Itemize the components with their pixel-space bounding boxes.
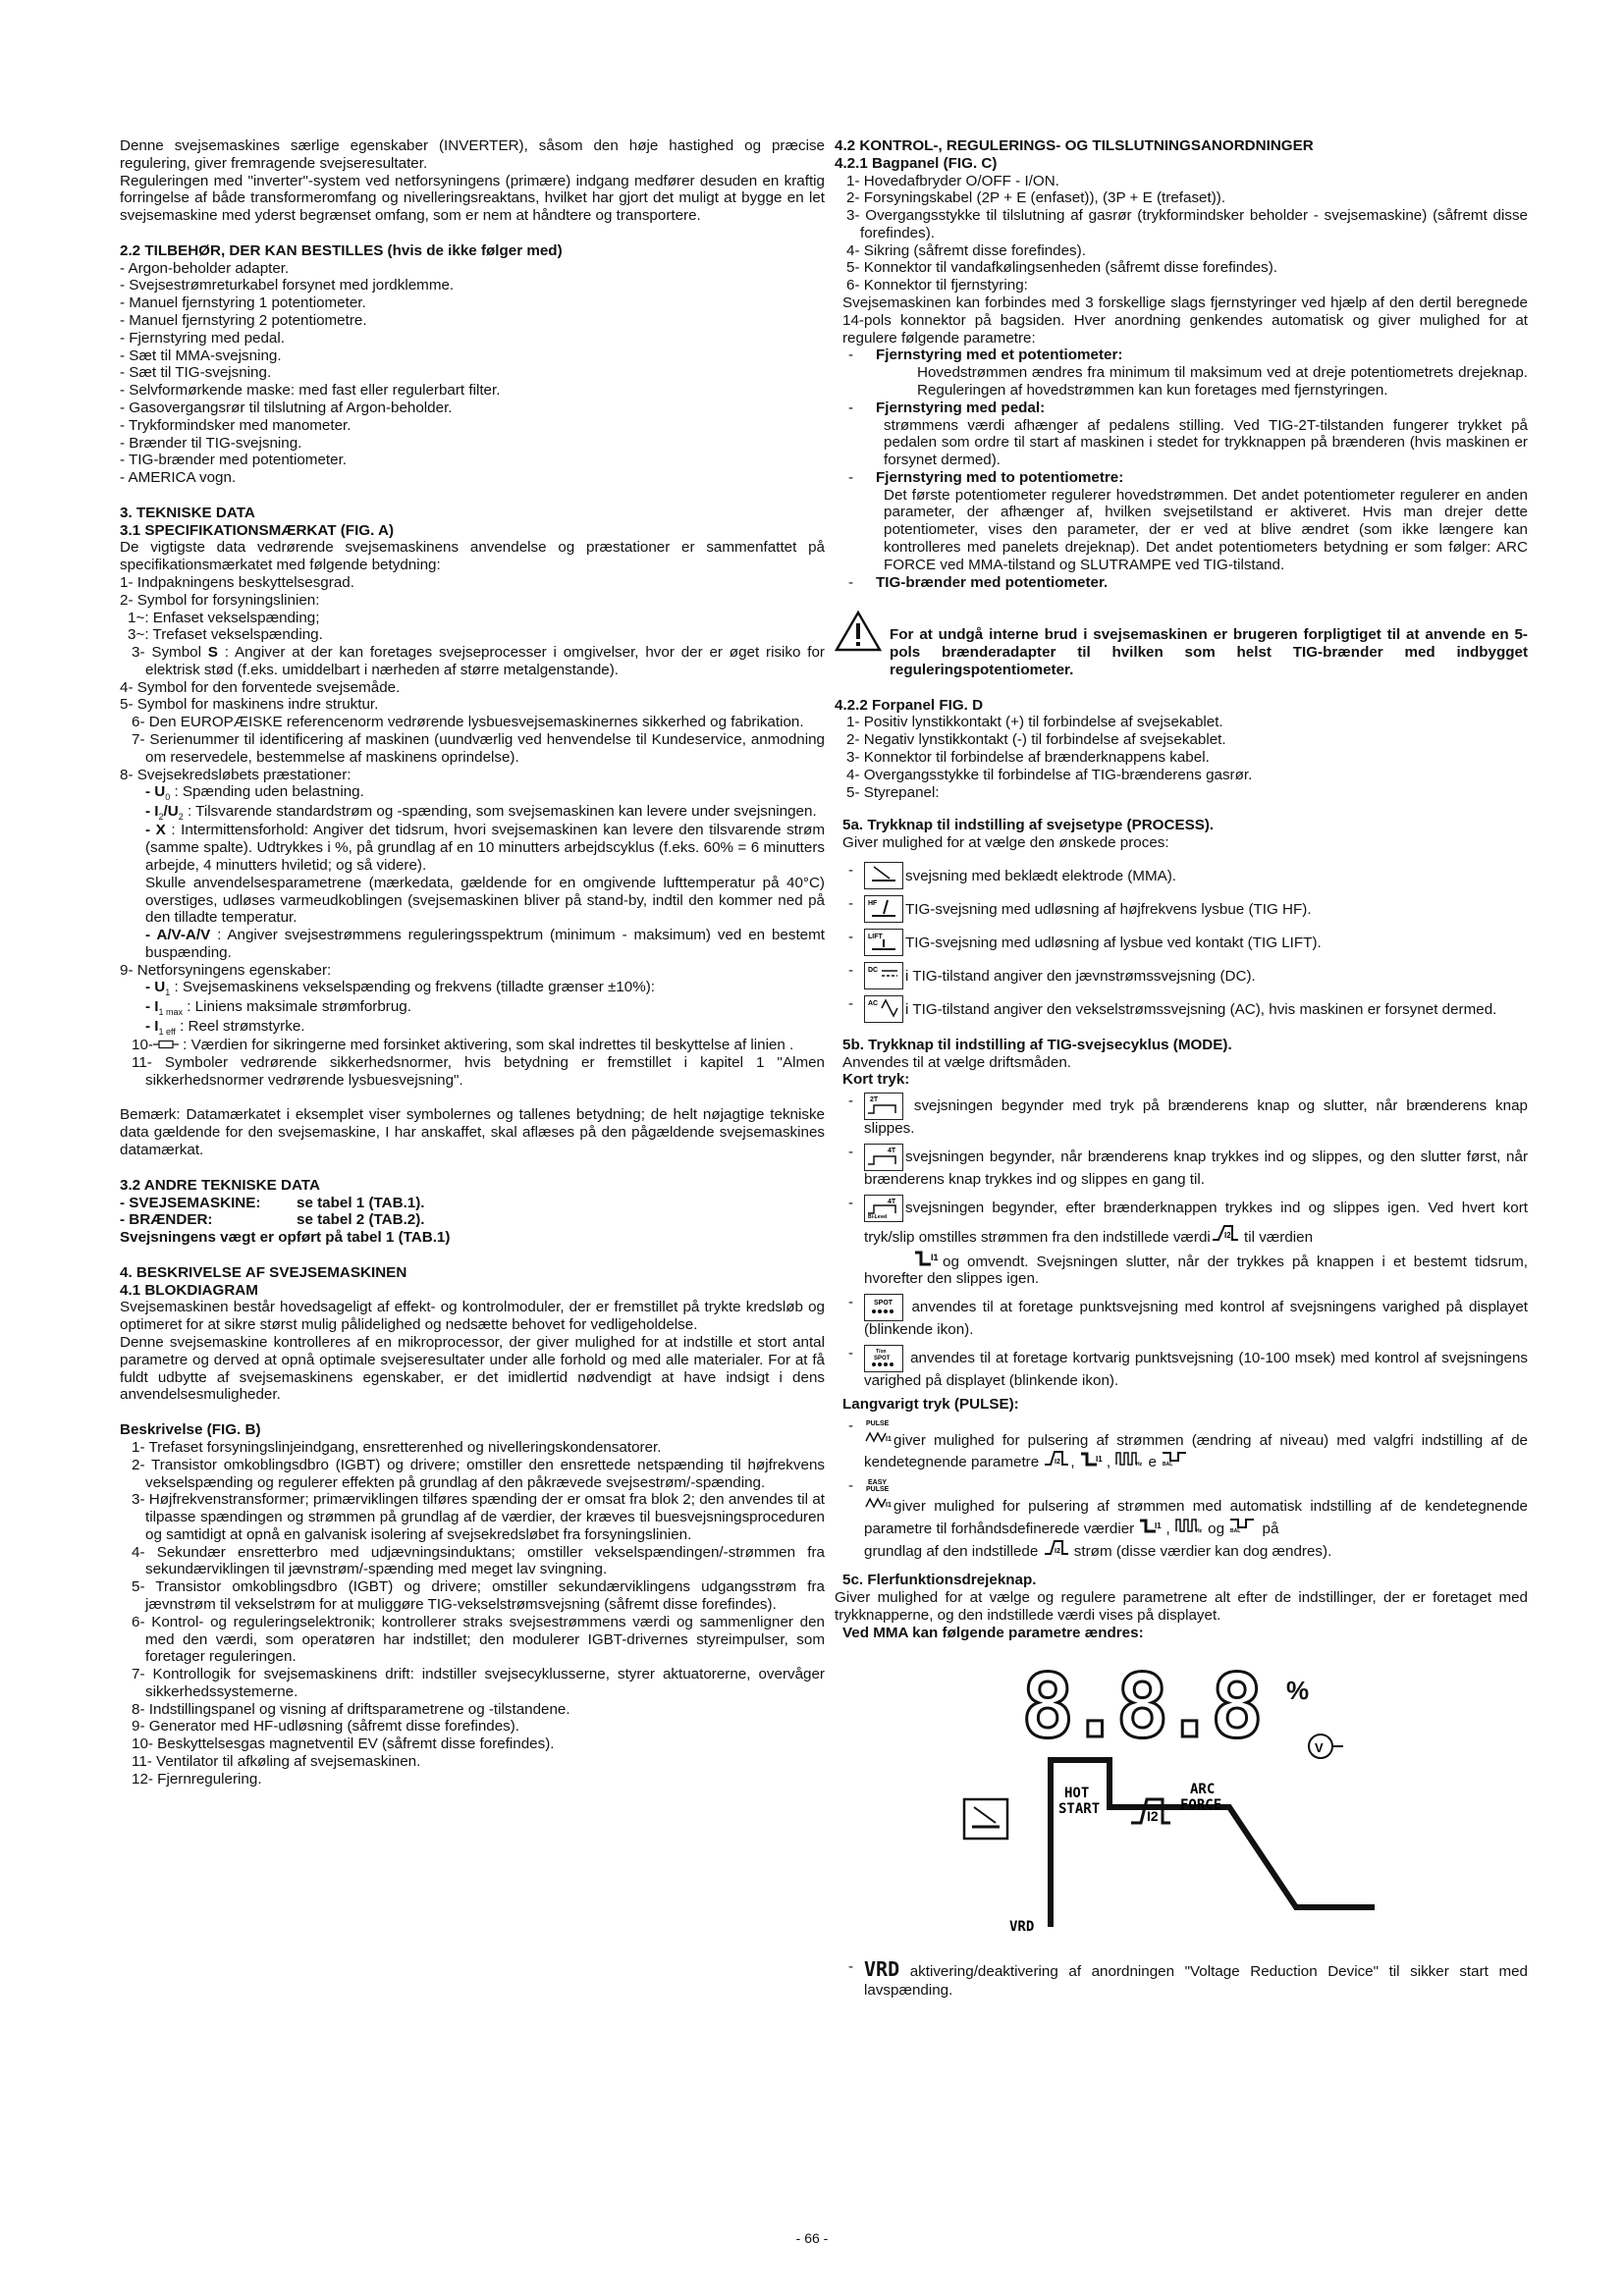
text: til værdien — [1239, 1228, 1314, 1246]
display-panel-svg — [962, 1650, 1375, 1945]
list-item: 3- Højfrekvenstransformer; primærviklingen tilføres spænding der er omsat fra blok 2; den anvendes til at tilpasse spændingen og strømmen på grundlag af de værdier, der kræves til buesvejsningsproceduren og samtidigt at opnå en galvanisk isolering af svejsekredsløbet fra forsyningslinien. — [132, 1491, 825, 1543]
process-text: TIG-svejsning med udløsning af lysbue ved kontakt (TIG LIFT). — [905, 934, 1322, 951]
text: strøm (disse værdier kan dog ændres). — [1073, 1542, 1332, 1560]
warning-text: For at undgå interne brud i svejsemaskinen er brugeren forpligtiget til at anvende en 5-pols brænderadapter til hvilken som helst TIG-brænder med indbygget reguleringspotentiometer. — [890, 626, 1528, 678]
list-item: 2- Transistor omkoblingsdbro (IGBT) og drivere; omstiller den ensrettede netspænding til højfrekvens vekselspænding og regulerer effekten på grundlag af den påkrævede svejsestrøm/-spænding. — [132, 1456, 825, 1491]
list-item: 2- Symbol for forsyningslinien: — [120, 591, 320, 609]
paragraph: Ved MMA kan følgende parametre ændres: — [842, 1624, 1144, 1641]
text: : Angiver at der kan foretages svejseprocesser i omgivelser, hvor der er øget risiko for elektrisk stød (f.eks. umiddelbart i nærheden af større metalgenstande). — [145, 644, 825, 678]
intro-section — [120, 137, 825, 225]
svg-text:I1: I1 — [1095, 1455, 1103, 1465]
svg-text:Hz: Hz — [1136, 1462, 1143, 1468]
process-text: i TIG-tilstand angiver den vekselstrømssvejsning (AC), hvis maskinen er forsynet dermed. — [905, 1000, 1497, 1018]
paragraph: strømmens værdi afhænger af pedalens stilling. Ved TIG-2T-tilstanden fungerer trykket på pedalen som ordre til start af maskinen i stedet for trykknappen på brænderen (hvis maskinen er forsynet dermed). — [884, 416, 1528, 469]
list-item: 6- Konnektor til fjernstyring: — [846, 277, 1028, 294]
list-item: 8- Indstillingspanel og visning af driftsparametrene og -tilstandene. — [132, 1700, 570, 1718]
text: grundlag af den indstillede — [864, 1542, 1039, 1560]
list-item: 5- Symbol for maskinens indre struktur. — [120, 696, 379, 714]
list-item: 9- Generator med HF-udløsning (såfremt disse forefindes). — [132, 1718, 520, 1735]
process-item — [835, 862, 1528, 889]
mode-4t-icon — [864, 1144, 903, 1171]
arc-force-label: ARC — [1190, 1781, 1216, 1797]
mode-text — [864, 1093, 1528, 1138]
svg-text:DC: DC — [868, 966, 879, 974]
section-heading: 3. TEKNISKE DATA — [120, 504, 255, 521]
text: : Intermittensforhold: Angiver det tidsrum, hvori svejsemaskinen kan levere den tilsvarende strøm (samme spalte). Udtrykkes i %, på grundlag af en 10 minutters arbejdscyklus (f.eks. 60% = 6 minutters arbejde, 4 minutters hviletid; og så videre). — [145, 822, 825, 874]
left-column — [120, 137, 825, 1806]
text: aktivering/deaktivering af anordningen "Voltage Reduction Device" til sikker start med lavspænding. — [864, 1963, 1528, 1999]
text: e — [1148, 1454, 1157, 1471]
remark-paragraph: Bemærk: Datamærkatet i eksemplet viser symbolernes og tallenes betydning; de helt nøjagtige tekniske data gældende for den svejsemaskine, I har anskaffet, skal aflæses på den pågældende svejsemaskines datamærkat. — [120, 1106, 825, 1159]
paragraph: Hovedstrømmen ændres fra minimum til maksimum ved at dreje potentiometrets drejeknap. Reguleringen af hovedstrømmen kan kun foretages med fjernstyringen. — [917, 364, 1528, 399]
svg-text:I2: I2 — [1055, 1459, 1061, 1467]
section-heading: 5c. Flerfunktionsdrejeknap. — [842, 1572, 1037, 1589]
percent-symbol: % — [1286, 1675, 1310, 1705]
process-text: TIG-svejsning med udløsning af højfrekvens lysbue (TIG HF). — [905, 900, 1312, 918]
right-column — [835, 137, 1528, 2004]
list-item: - Manuel fjernstyring 2 potentiometre. — [120, 312, 367, 330]
svg-text:LIFT: LIFT — [868, 933, 883, 940]
remote-option-heading: - Fjernstyring med pedal: — [835, 400, 1528, 417]
section-subheading: 4.1 BLOKDIAGRAM — [120, 1281, 258, 1299]
section-heading: 5b. Trykknap til indstilling af TIG-svejsecyklus (MODE). — [842, 1036, 1232, 1053]
text: på — [1262, 1520, 1279, 1537]
text: og omvendt. Svejsningen slutter, når der trykkes på knappen i et bestemt tidsrum, hvorefter den slippes igen. — [864, 1253, 1528, 1288]
text: og — [1208, 1520, 1225, 1537]
symbol: - A/V-A/V — [145, 927, 211, 944]
symbol: /U — [163, 802, 179, 820]
frequency-icon — [1174, 1521, 1204, 1537]
mode-text — [864, 1294, 1528, 1339]
dash: - — [848, 894, 854, 912]
svg-text:BAL: BAL — [1230, 1527, 1241, 1533]
mode-text: EASY PULSE I1 giver mulighed for pulsering af strømmen med automatisk indstilling af de kendetegnende parametre til forhåndsdefinerede værdier I1 , Hz og BAL på grundlag af den indstillede I2 strøm (disse værdier kan dog ændres). — [864, 1479, 1528, 1560]
svg-text:Hz: Hz — [1195, 1527, 1203, 1533]
subscript: 2 — [158, 811, 164, 822]
text: : Angiver svejsestrømmens reguleringsspektrum (minimum - maksimum) ved en bestemt buspænding. — [145, 927, 825, 961]
list-item: - AMERICA vogn. — [120, 469, 237, 487]
process-item — [835, 995, 1528, 1023]
dash: - — [848, 928, 854, 945]
list-item: - TIG-brænder med potentiometer. — [120, 452, 348, 469]
list-item: 5- Transistor omkoblingsdbro (IGBT) og drivere; omstiller sekundærviklingens udgangsstrøm fra jævnstrøm til vekselstrøm for at muliggøre TIG-vekselstrømsvejsning (såfremt disse forefindes). — [132, 1578, 825, 1613]
fuse-icon — [153, 1037, 179, 1053]
svg-text:I1: I1 — [886, 1502, 892, 1510]
hot-start-label: HOT — [1064, 1785, 1090, 1801]
text: giver mulighed for pulsering af strømmen med automatisk indstilling af de kendetegnende parametre til forhåndsdefinerede værdier — [864, 1498, 1528, 1537]
list-item: 3~: Trefaset vekselspænding. — [128, 626, 323, 644]
section-heading: 5a. Trykknap til indstilling af svejsetype (PROCESS). — [842, 817, 1215, 834]
list-item: 1- Positiv lynstikkontakt (+) til forbindelse af svejsekablet. — [846, 714, 1223, 731]
arc-force-label: FORCE — [1180, 1796, 1222, 1813]
paragraph: Svejsemaskinen kan forbindes med 3 forskellige slags fjernstyringer ved hjælp af den dertil beregnede 14-pols konnektor på bagsiden. Hver anordning genkendes automatisk og giver mulighed for at regulere følgende parametre: — [842, 294, 1528, 347]
text: : Liniens maksimale strømforbrug. — [183, 998, 411, 1016]
paragraph: Anvendes til at vælge driftsmåden. — [842, 1053, 1071, 1071]
subscript: 1 max — [158, 1007, 184, 1018]
text: : Værdien for sikringerne med forsinket aktivering, som skal indrettes til beskyttelse af linien . — [178, 1037, 794, 1054]
i2-icon — [1131, 1799, 1170, 1824]
tig-lift-icon — [864, 929, 903, 956]
easy-pulse-icon — [864, 1479, 893, 1515]
svg-text:PULSE: PULSE — [866, 1419, 890, 1427]
process-item — [835, 895, 1528, 923]
symbol: - X — [145, 822, 166, 839]
fig-b-list — [120, 1439, 825, 1789]
i2-icon — [1211, 1229, 1240, 1246]
svg-text:2T: 2T — [870, 1096, 879, 1104]
subscript: 1 — [165, 988, 171, 998]
text: 3- Symbol — [132, 644, 208, 662]
list-item — [120, 1195, 825, 1212]
paragraph: Langvarigt tryk (PULSE): — [842, 1395, 1019, 1413]
list-item: 6- Kontrol- og reguleringselektronik; kontrollerer straks svejsestrømmens værdi og sammenligner den med den værdi, som operatøren har indstillet; den modulerer IGBT-drivernes styreimpulser, som foretager reguleringen. — [132, 1613, 825, 1666]
front-panel-list — [835, 714, 1528, 801]
i1-icon — [1079, 1454, 1107, 1470]
mode-text — [864, 1195, 1528, 1288]
list-item: 4- Sekundær ensretterbro med udjævningsinduktans; omstiller vekselspændingen/-strømmen fra sekundærviklingen til jævnstrøm/-spænding med meget lav svingning. — [132, 1543, 825, 1578]
svg-text:AC: AC — [868, 999, 879, 1007]
back-panel-list — [835, 173, 1528, 294]
svg-text:HF: HF — [868, 899, 878, 907]
dash: - — [848, 961, 854, 979]
dash: - — [848, 994, 854, 1012]
symbol: - I — [145, 998, 159, 1016]
svg-text:I2: I2 — [1054, 1547, 1060, 1555]
accessories-section — [120, 242, 825, 487]
list-item — [120, 1018, 825, 1038]
vrd-label: VRD — [1009, 1918, 1035, 1935]
list-item: 11- Symboler vedrørende sikkerhedsnormer, hvis betydning er fremstillet i kapitel 1 "Almen sikkerhedsnormer vedrørende lysbuesvejsning". — [132, 1053, 825, 1089]
symbol: - U — [145, 783, 166, 801]
balance-icon — [1228, 1521, 1258, 1537]
list-item: 4- Overgangsstykke til forbindelse af TIG-brænderens gasrør. — [846, 766, 1253, 783]
balance-icon — [1161, 1454, 1190, 1470]
i1-icon — [913, 1254, 943, 1270]
list-item — [120, 803, 825, 823]
description-section — [120, 1264, 825, 1404]
list-item: - Selvformørkende maske: med fast eller regulerbart filter. — [120, 382, 501, 400]
section-heading: 2.2 TILBEHØR, DER KAN BESTILLES (hvis de ikke følger med) — [120, 241, 563, 259]
text: anvendes til at foretage punktsvejsning med kontrol af svejsningens varighed på displayet (blinkende ikon). — [864, 1299, 1528, 1339]
text: svejsningen begynder, når brænderens knap trykkes ind og slippes, og den slutter først, når brænderens knap trykkes ind og slippes en gang til. — [864, 1148, 1528, 1189]
label: - SVEJSEMASKINE: — [120, 1194, 261, 1211]
svg-text:SPOT: SPOT — [874, 1355, 891, 1362]
accessories-list — [120, 260, 825, 487]
remark-section — [120, 1106, 825, 1158]
tspot-icon — [864, 1345, 903, 1372]
text: svejsningen begynder med tryk på brænderens knap og slutter, når brænderens knap slippes. — [864, 1097, 1528, 1138]
i2-icon — [1043, 1454, 1070, 1470]
mode-spot-item: - SPOT anvendes til at foretage punktsvejsning med kontrol af svejsningens varighed på displayet (blinkende ikon). — [848, 1294, 1528, 1339]
process-text: i TIG-tilstand angiver den jævnstrømssvejsning (DC). — [905, 967, 1256, 985]
process-item — [835, 962, 1528, 989]
section-heading: 4.2 KONTROL-, REGULERINGS- OG TILSLUTNINGSANORDNINGER — [835, 137, 1314, 154]
paragraph: Skulle anvendelsesparametrene (mærkedata, gældende for en omgivende lufttemperatur på 40°C) overstiges, udløses varmeudkoblingen (svejsemaskinen bliver på stand-by, indtil den kommer ned på den tilladte temperatur. — [145, 874, 825, 927]
list-item: 3- Overgangsstykke til tilslutning af gasrør (trykformindsker beholder - svejsemaskine) (såfremt disse forefindes). — [846, 207, 1528, 241]
intro-paragraph: Denne svejsemaskines særlige egenskaber (INVERTER), såsom den høje hastighed og præcise regulering, giver fremragende svejseresultater. — [120, 137, 825, 172]
mode-bilevel-icon — [864, 1195, 903, 1222]
mode-text — [864, 1345, 1528, 1390]
section-heading: 4. BESKRIVELSE AF SVEJSEMASKINEN — [120, 1263, 407, 1281]
text: svejsningen begynder, efter brænderknappen trykkes ind og slippes igen. Ved hvert kort tryk/slip omstilles strømmen fra den indstillede værdi — [864, 1199, 1528, 1246]
list-item — [120, 1211, 825, 1229]
list-item: - Gasovergangsrør til tilslutning af Argon-beholder. — [120, 399, 453, 416]
tig-hf-icon — [864, 895, 903, 923]
text: : Tilsvarende standardstrøm og -spænding, som svejsemaskinen kan levere under svejsningen. — [183, 802, 817, 820]
list-item — [120, 998, 825, 1018]
process-list — [835, 862, 1528, 1023]
paragraph: Det første potentiometer regulerer hovedstrømmen. Det andet potentiometer regulerer en anden parameter, der afhænger af, hvilken svejsetilstand er aktiveret. Hvis man drejer dette potentiometer, vises den parameter, der er ved at blive ændret (som ikke længere kan kontrolleres med panelets drejeknap). Det andet potentiometers betydning er som følger: ARC FORCE ved MMA-tilstand og SLUTRAMPE ved TIG-tilstand. — [884, 486, 1528, 573]
mode-tspot-item: - T/on SPOT anvendes til at foretage kortvarig punktsvejsning (10-100 msek) med kontrol af svejsningens varighed på displayet (blinkende ikon). — [848, 1344, 1528, 1389]
svg-text:4T: 4T — [888, 1148, 896, 1155]
paragraph: Denne svejsemaskine kontrolleres af en mikroprocessor, der giver mulighed for at indstille et stort antal parametre og derved at opnå optimale svejseresultater under alle forhold og med alle materialer. For at få fuldt udbytte af svejsemaskinens egenskaber, er det imidlertid nødvendigt at have indsigt i dens anvendelsesmuligheder. — [120, 1334, 825, 1404]
intro-paragraph: Reguleringen med "inverter"-system ved netforsyningens (primære) indgang medfører desuden en kraftig forringelse af både transformeromfang og nivelleringsreaktans, hvilket har gjort det muligt at bygge en let svejsemaskine med yderst begrænset omfang, som er nem at håndtere og transportere. — [120, 172, 825, 225]
page-number: - 66 - — [795, 2230, 829, 2246]
section-heading: Beskrivelse (FIG. B) — [120, 1421, 261, 1439]
list-item — [120, 783, 825, 803]
list-item: - Trykformindsker med manometer. — [120, 416, 352, 434]
mode-2t-item: - 2T svejsningen begynder med tryk på brænderens knap og slutter, når brænderens knap slippes. — [848, 1093, 1528, 1138]
symbol: S — [207, 644, 218, 662]
value: se tabel 2 (TAB.2). — [297, 1211, 425, 1229]
svg-text:V: V — [1315, 1739, 1324, 1755]
svg-text:PULSE: PULSE — [866, 1486, 890, 1494]
text: 10- — [132, 1037, 153, 1054]
paragraph: Svejsemaskinen består hovedsageligt af effekt- og kontrolmoduler, der er fremstillet på trykte kredsløb og optimeret for at sikre størst mulig pålidelighed og nedsætte behovet for vedligeholdelse. — [120, 1299, 825, 1334]
list-item: 10- Beskyttelsesgas magnetventil EV (såfremt disse forefindes). — [132, 1735, 555, 1753]
value: se tabel 1 (TAB.1). — [297, 1194, 425, 1211]
pulse-icon — [864, 1419, 893, 1449]
subscript: 1 eff — [158, 1026, 176, 1037]
svg-text:SPOT: SPOT — [874, 1300, 893, 1308]
paragraph: De vigtigste data vedrørende svejsemaskinens anvendelse og præstationer er sammenfattet på specifikationsmærkatet med følgende betydning: — [120, 539, 825, 574]
section-subheading: 4.2.1 Bagpanel (FIG. C) — [835, 154, 998, 172]
paragraph: Kort tryk: — [842, 1071, 910, 1089]
svg-text:I1: I1 — [931, 1252, 939, 1262]
warning-triangle-icon — [835, 611, 882, 657]
warning-block — [835, 611, 1528, 678]
svg-text:I2: I2 — [1147, 1807, 1159, 1824]
process-item — [835, 929, 1528, 956]
frequency-icon — [1114, 1454, 1144, 1470]
pulse-item: - PULSE I1 giver mulighed for pulsering af strømmen (ændring af niveau) med valgfri indstilling af de kendetegnende parametre I2 , I1 , Hz e BAL — [848, 1416, 1528, 1471]
svg-text:EASY: EASY — [868, 1479, 888, 1487]
svg-text:I2: I2 — [1223, 1230, 1231, 1240]
svg-text:BAL: BAL — [1163, 1462, 1173, 1468]
list-item: 7- Serienummer til identificering af maskinen (uundværlig ved henvendelse til Kundeservice, anmodning om reservedele, bestemmelse af maskinens oprindelse). — [132, 731, 825, 766]
text: giver mulighed for pulsering af strømmen (ændring af niveau) med valgfri indstilling af de kendetegnende parametre — [864, 1431, 1528, 1471]
tech-data-section — [120, 505, 825, 1090]
list-item: 7- Kontrollogik for svejsemaskinens drift: indstiller svejsecyklusserne, styrer aktuatorerne, overvåger sikkerhedssystemerne. — [132, 1666, 825, 1700]
list-item — [120, 927, 825, 962]
list-item — [120, 644, 825, 679]
mma-display-diagram — [962, 1650, 1528, 1949]
list-item: - Argon-beholder adapter. — [120, 259, 290, 277]
svg-text:4T: 4T — [888, 1198, 896, 1205]
list-item: 1- Hovedafbryder O/OFF - I/ON. — [846, 172, 1059, 189]
ac-icon — [864, 995, 903, 1023]
list-item: 2- Forsyningskabel (2P + E (enfaset)), (3P + E (trefaset)). — [846, 189, 1226, 207]
list-item: 9- Netforsyningens egenskaber: — [120, 961, 332, 979]
mode-text — [864, 1958, 1528, 1999]
list-item — [120, 1037, 825, 1054]
hot-start-label: START — [1058, 1800, 1101, 1817]
list-item: 1- Trefaset forsyningslinjeindgang, ensretterenhed og nivelleringskondensatorer. — [132, 1438, 662, 1456]
list-item: - Sæt til TIG-svejsning. — [120, 364, 272, 382]
mma-electrode-icon — [864, 862, 903, 889]
display-digits: 8.8.8 — [1021, 1654, 1258, 1758]
subscript: 0 — [165, 792, 171, 803]
list-item: 6- Den EUROPÆISKE referencenorm vedrørende lysbuesvejsemaskinernes sikkerhed og fabrikation. — [132, 714, 804, 731]
mode-bilevel-item: - 4T Bi-Level svejsningen begynder, efter brænderknappen trykkes ind og slippes igen. Ved hvert kort tryk/slip omstilles strømmen fra den indstillede værdi I2 til værdien I1 og omvendt. Svejsningen slutter, når der trykkes på knappen i et bestemt tidsrum, hvorefter den slippes igen. — [848, 1194, 1528, 1288]
list-item: 1- Indpakningens beskyttelsesgrad. — [120, 573, 354, 591]
paragraph: Giver mulighed for at vælge og regulere parametrene alt efter de indstillinger, der er foretaget med trykknapperne, og den indstillede værdi vises på displayet. — [835, 1589, 1528, 1624]
mode-2t-icon — [864, 1093, 903, 1120]
text: anvendes til at foretage kortvarig punktsvejsning (10-100 msek) med kontrol af svejsningens varighed på displayet (blinkende ikon). — [864, 1349, 1528, 1389]
mode-4t-item: - 4T svejsningen begynder, når brænderens knap trykkes ind og slippes, og den slutter først, når brænderens knap trykkes ind og slippes en gang til. — [848, 1144, 1528, 1189]
mma-electrode-icon — [964, 1799, 1007, 1839]
list-item: 4- Sikring (såfremt disse forefindes). — [846, 241, 1086, 259]
list-item: 5- Styrepanel: — [846, 783, 940, 801]
list-item: - Manuel fjernstyring 1 potentiometer. — [120, 294, 366, 312]
process-text: svejsning med beklædt elektrode (MMA). — [905, 867, 1177, 884]
list-item — [120, 822, 825, 874]
svg-text:I1: I1 — [1155, 1521, 1163, 1530]
symbol: - I — [145, 1017, 159, 1035]
i2-icon — [1043, 1543, 1070, 1560]
list-item: 2- Negativ lynstikkontakt (-) til forbindelse af svejsekablet. — [846, 731, 1226, 749]
dc-icon — [864, 962, 903, 989]
remote-option-heading: - TIG-brænder med potentiometer. — [835, 574, 1528, 592]
list-item: 5- Konnektor til vandafkølingsenheden (såfremt disse forefindes). — [846, 259, 1277, 277]
list-item: Svejsningens vægt er opført på tabel 1 (TAB.1) — [120, 1229, 451, 1247]
mode-text — [864, 1144, 1528, 1189]
remote-option-heading: - Fjernstyring med to potentiometre: — [835, 469, 1528, 487]
remote-option-heading: - Fjernstyring med et potentiometer: — [835, 347, 1528, 364]
fig-b-section — [120, 1421, 825, 1788]
list-item — [120, 979, 825, 998]
text: : Svejsemaskinens vekselspænding og frekvens (tilladte grænser ±10%): — [170, 979, 655, 996]
spot-icon — [864, 1294, 903, 1321]
list-item: 3- Konnektor til forbindelse af brænderknappens kabel. — [846, 749, 1210, 766]
section-heading: 3.2 ANDRE TEKNISKE DATA — [120, 1176, 320, 1194]
list-item: 11- Ventilator til afkøling af svejsemaskinen. — [132, 1753, 421, 1771]
list-item: 4- Symbol for den forventede svejsemåde. — [120, 678, 401, 696]
svg-text:Bi-Level: Bi-Level — [868, 1213, 888, 1219]
symbol: - U — [145, 979, 166, 996]
subscript: 2 — [178, 811, 184, 822]
text: : Spænding uden belastning. — [170, 783, 364, 801]
voltage-icon — [1309, 1735, 1343, 1758]
easy-pulse-item: - EASY PULSE I1 giver mulighed for pulsering af strømmen med automatisk indstilling af de kendetegnende parametre til forhåndsdefinerede værdier I1 , Hz og BAL på grundlag af den indstillede I2 strøm (disse værdier kan dog ændres). — [848, 1477, 1528, 1560]
list-item: - Svejsestrømreturkabel forsynet med jordklemme. — [120, 277, 455, 294]
label: - BRÆNDER: — [120, 1211, 213, 1229]
list-item: 12- Fjernregulering. — [132, 1770, 262, 1788]
section-subheading: 4.2.2 Forpanel FIG. D — [835, 696, 984, 714]
vrd-icon: VRD — [864, 1957, 900, 1982]
list-item: - Sæt til MMA-svejsning. — [120, 347, 282, 364]
vrd-item: - VRD aktivering/deaktivering af anordningen "Voltage Reduction Device" til sikker start med lavspænding. — [848, 1957, 1528, 1999]
section-subheading: 3.1 SPECIFIKATIONSMÆRKAT (FIG. A) — [120, 521, 395, 539]
paragraph: Giver mulighed for at vælge den ønskede proces: — [842, 834, 1169, 852]
other-data-section — [120, 1177, 825, 1247]
list-item: - Brænder til TIG-svejsning. — [120, 434, 302, 452]
list-item: 1~: Enfaset vekselspænding; — [128, 609, 320, 626]
dash: - — [848, 861, 854, 879]
symbol: - I — [145, 802, 159, 820]
list-item: - Fjernstyring med pedal. — [120, 329, 285, 347]
i1-icon — [1138, 1521, 1165, 1537]
text: : Reel strømstyrke. — [175, 1017, 305, 1035]
svg-text:I1: I1 — [886, 1435, 892, 1443]
svg-text:T/on: T/on — [876, 1348, 887, 1355]
list-item: 8- Svejsekredsløbets præstationer: — [120, 766, 352, 783]
mode-text: PULSE I1 giver mulighed for pulsering af strømmen (ændring af niveau) med valgfri indstilling af de kendetegnende parametre I2 , I1 , Hz e BAL — [864, 1419, 1528, 1471]
